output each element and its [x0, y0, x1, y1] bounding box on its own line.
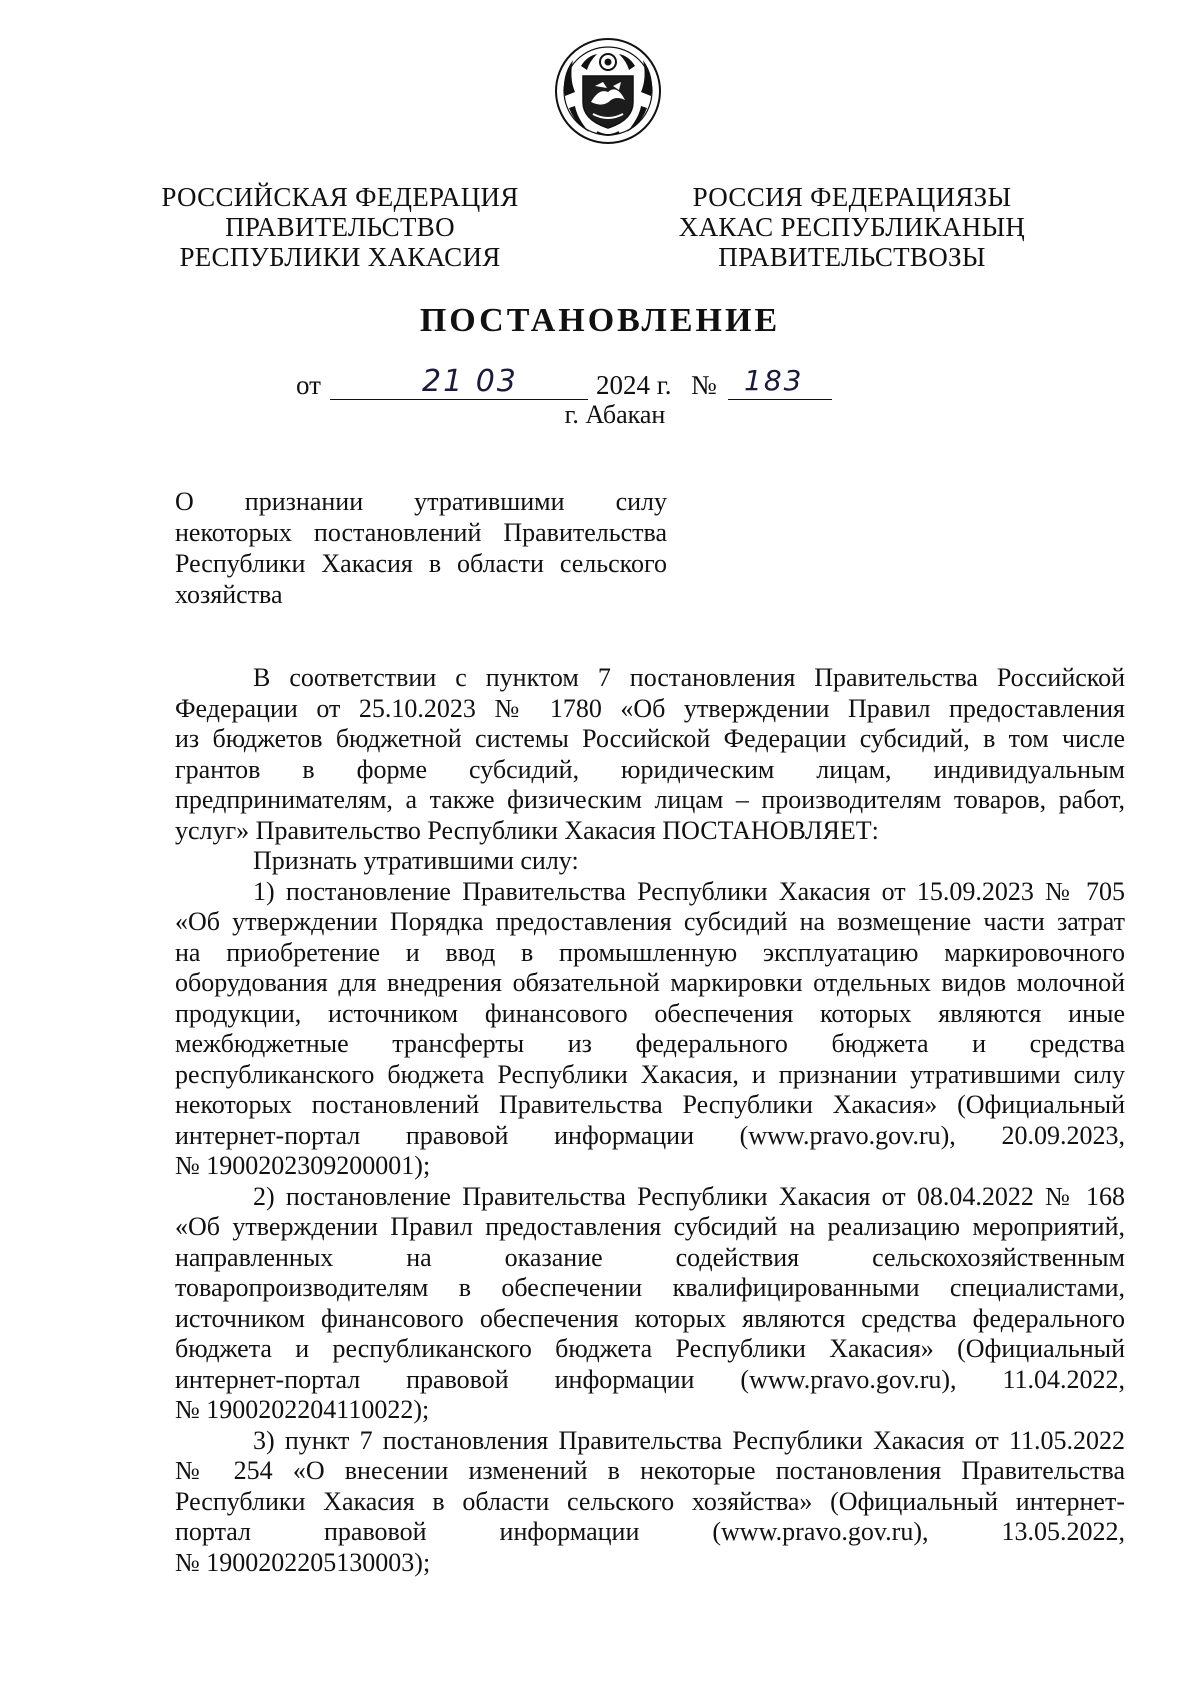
body-line: грантов в форме субсидий, юридическим лицам, индивидуальным	[175, 754, 1125, 784]
body-line: бюджета и республиканского бюджета Республики Хакасия» (Официальный	[175, 1334, 1125, 1363]
body-line: 2) постановление Правительства Республики Хакасия от 08.04.2022 № 168	[253, 1181, 1125, 1211]
body-line: 3) пункт 7 постановления Правительства Республики Хакасия от 11.05.2022	[253, 1425, 1125, 1455]
subject-line: Республики Хакасия в области сельского	[175, 549, 667, 578]
body-line: интернет-портал правовой информации (www.pravo.gov.ru), 11.04.2022,	[175, 1364, 1125, 1394]
body-line: межбюджетные трансферты из федерального бюджета и средства	[175, 1029, 1125, 1058]
body-line: «Об утверждении Порядка предоставления субсидий на возмещение части затрат	[175, 907, 1125, 936]
body-line: услуг» Правительство Республики Хакасия ПОСТАНОВЛЯЕТ:	[175, 815, 879, 845]
header-right-line: РОССИЯ ФЕДЕРАЦИЯЗЫ	[692, 182, 1012, 212]
body-line: № 1900202309200001);	[175, 1151, 431, 1180]
header-left-line: РОССИЙСКАЯ ФЕДЕРАЦИЯ	[161, 182, 519, 212]
subject-line: некоторых постановлений Правительства	[175, 518, 667, 547]
coat-of-arms-emblem	[553, 36, 663, 146]
body-line: Федерации от 25.10.2023 № 1780 «Об утверждении Правил предоставления	[175, 693, 1125, 723]
body-line: продукции, источником финансового обеспечения которых являются иные	[175, 998, 1125, 1028]
header-left-line: ПРАВИТЕЛЬСТВО	[225, 212, 455, 242]
city-name: г. Абакан	[564, 400, 666, 429]
header-right-line: ПРАВИТЕЛЬСТВОЗЫ	[718, 242, 986, 272]
body-line: 1) постановление Правительства Республики Хакасия от 15.09.2023 № 705	[253, 876, 1125, 906]
body-line: № 1900202205130003);	[175, 1547, 431, 1577]
handwritten-date: 21 03	[422, 364, 518, 399]
body-line: из бюджетов бюджетной системы Российской Федерации субсидий, в том числе	[175, 724, 1125, 753]
subject-line: хозяйства	[175, 580, 283, 609]
date-year: 2024 г.	[596, 370, 672, 400]
body-line: интернет-портал правовой информации (www.pravo.gov.ru), 20.09.2023,	[175, 1120, 1125, 1150]
body-line: источником финансового обеспечения которых являются средства федерального	[175, 1303, 1125, 1333]
body-line: оборудования для внедрения обязательной маркировки отдельных видов молочной	[175, 968, 1125, 997]
body-line: № 254 «О внесении изменений в некоторые постановления Правительства	[175, 1456, 1125, 1485]
body-line: на приобретение и ввод в промышленную эксплуатацию маркировочного	[175, 937, 1125, 967]
body-line: предпринимателям, а также физическим лицам – производителям товаров, работ,	[175, 785, 1125, 814]
header-right-khakas	[662, 182, 1042, 272]
body-line: В соответствии с пунктом 7 постановления Правительства Российской	[253, 663, 1125, 692]
document-subject	[175, 486, 667, 610]
subject-line: О признании утратившими силу	[175, 487, 667, 516]
body-line: некоторых постановлений Правительства Республики Хакасия» (Официальный	[175, 1090, 1125, 1119]
body-line: Республики Хакасия в области сельского хозяйства» (Официальный интернет-	[175, 1486, 1125, 1516]
document-title: ПОСТАНОВЛЕНИЕ	[419, 302, 781, 339]
header-left-line: РЕСПУБЛИКИ ХАКАСИЯ	[179, 242, 501, 272]
body-line: направленных на оказание содействия сельскохозяйственным	[175, 1242, 1125, 1272]
body-line: товаропроизводителям в обеспечении квалифицированными специалистами,	[175, 1273, 1125, 1302]
date-prefix: от	[296, 370, 321, 400]
handwritten-number: 183	[744, 364, 804, 397]
number-sign: №	[691, 370, 717, 400]
body-line: № 1900202204110022);	[175, 1395, 430, 1424]
body-line: портал правовой информации (www.pravo.gov.ru), 13.05.2022,	[175, 1517, 1125, 1546]
body-line: республиканского бюджета Республики Хакасия, и признании утратившими силу	[175, 1059, 1125, 1089]
body-line: Признать утратившими силу:	[253, 846, 579, 875]
body-line: «Об утверждении Правил предоставления субсидий на реализацию мероприятий,	[175, 1212, 1125, 1241]
header-right-line: ХАКАС РЕСПУБЛИКАНЫҢ	[678, 212, 1026, 242]
header-left-russian	[160, 182, 520, 272]
document-body	[175, 663, 1125, 1578]
